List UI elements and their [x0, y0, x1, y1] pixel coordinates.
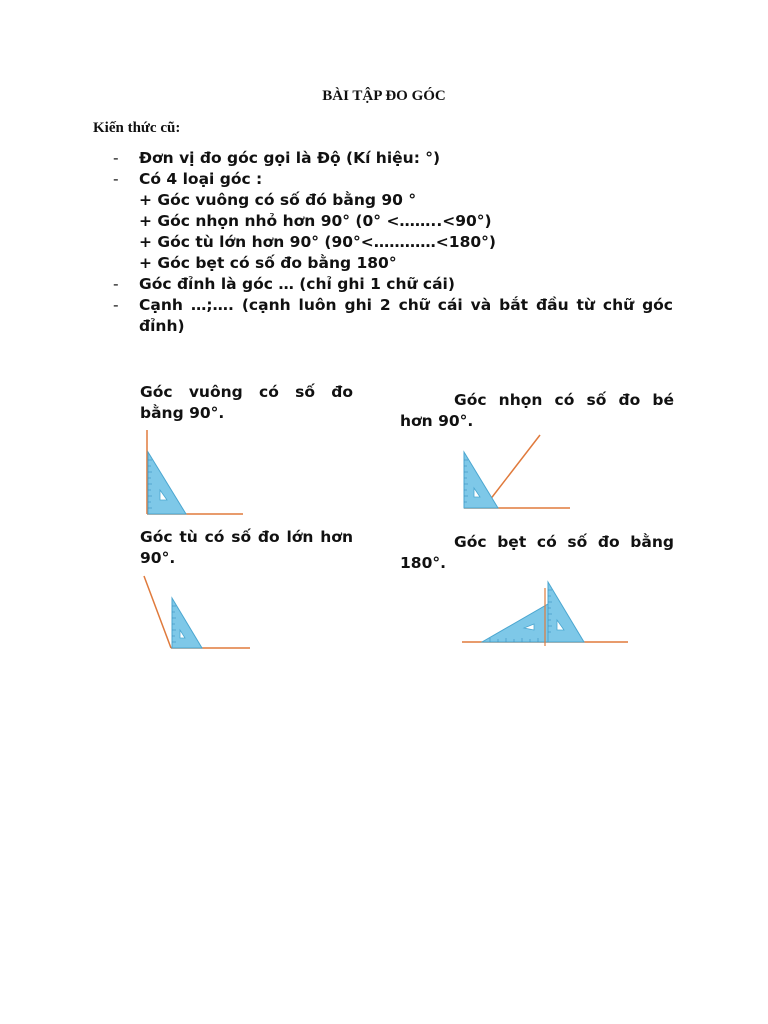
set-square-icon [464, 452, 498, 508]
list-item [113, 295, 673, 337]
section-label: Kiến thức cũ: [93, 120, 181, 136]
list-item-text: Đơn vị đo góc gọi là Độ (Kí hiệu: °) [139, 149, 441, 167]
list-item [113, 253, 673, 274]
page-title: BÀI TẬP ĐO GÓC [322, 88, 446, 104]
list-item [113, 190, 673, 211]
list-item-text: Có 4 loại góc : [139, 170, 263, 188]
set-square-icon [148, 452, 186, 514]
list-item [113, 274, 673, 295]
acute-angle-caption: Góc nhọn có số đo bé hơn 90°. [400, 391, 674, 430]
list-marker: - [113, 149, 119, 167]
set-square-icon [482, 604, 548, 642]
list-item-text: + Góc tù lớn hơn 90° (90°<…………<180°) [139, 233, 496, 251]
list-marker: - [113, 170, 119, 188]
straight-angle-figure [460, 578, 632, 648]
obtuse-angle-figure [140, 574, 254, 654]
list-marker: - [113, 296, 119, 314]
list-item [113, 169, 673, 190]
list-item-text: + Góc vuông có số đó bằng 90 ° [139, 191, 417, 209]
angle-ray [486, 435, 540, 505]
set-square-icon [548, 582, 584, 642]
angle-ray [144, 576, 171, 648]
knowledge-list [113, 148, 673, 337]
list-item-text: + Góc nhọn nhỏ hơn 90° (0° <……..<90°) [139, 212, 492, 230]
list-item [113, 148, 673, 169]
list-item [113, 211, 673, 232]
list-item-text: + Góc bẹt có số đo bằng 180° [139, 254, 397, 272]
right-angle-figure [140, 428, 250, 520]
right-angle-caption: Góc vuông có số đo bằng 90°. [140, 383, 353, 422]
straight-angle-caption: Góc bẹt có số đo bằng 180°. [400, 533, 674, 572]
list-item-text: Cạnh …;…. (cạnh luôn ghi 2 chữ cái và bắt đầu từ chữ góc đỉnh) [139, 296, 673, 335]
obtuse-angle-caption: Góc tù có số đo lớn hơn 90°. [140, 528, 353, 567]
list-item-text: Góc đỉnh là góc … (chỉ ghi 1 chữ cái) [139, 275, 455, 293]
list-marker: - [113, 275, 119, 293]
set-square-icon [172, 598, 202, 648]
list-item [113, 232, 673, 253]
acute-angle-figure [458, 432, 574, 512]
